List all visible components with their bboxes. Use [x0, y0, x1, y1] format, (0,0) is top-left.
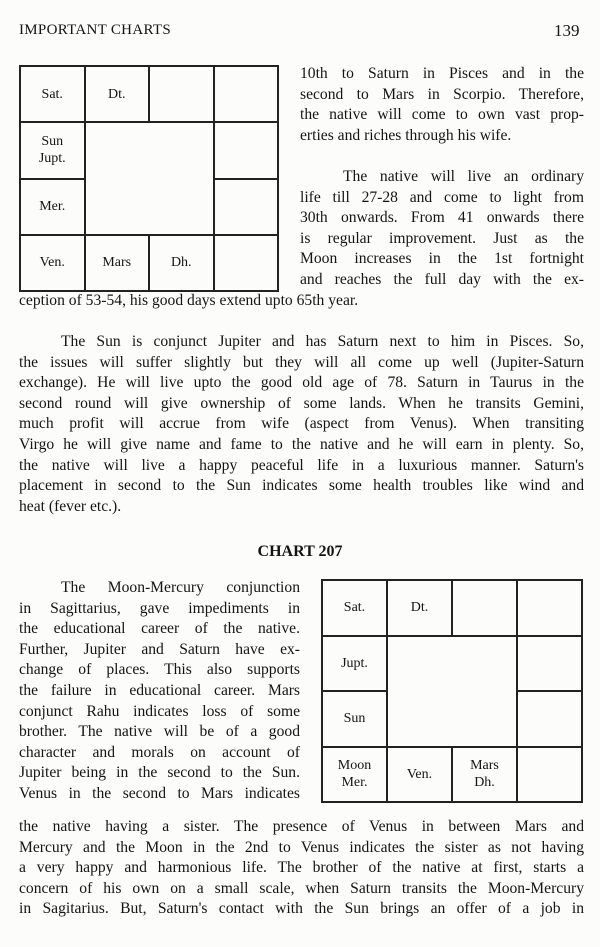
chart-heading: CHART 207: [257, 543, 343, 560]
text-line: Moon increases in the 1st fortnight: [300, 250, 584, 268]
text-line: exchange). He will live upto the good old age of 78. Saturn in Taurus in the: [19, 374, 584, 392]
text-line: heat (fever etc.).: [19, 497, 122, 515]
text-line: erties and riches through his wife.: [300, 126, 512, 144]
text-line: the native will come to own vast prop-: [300, 106, 584, 124]
text-line: Venus in the second to Mars indicates: [19, 784, 300, 802]
chart-2: [321, 579, 583, 803]
text-line: Jupiter being in the second to the Sun.: [19, 764, 300, 782]
text-line: second round will give ownership of some lands. When he transits Gemini,: [19, 394, 584, 412]
chart-2-cell-top-3: [452, 580, 517, 636]
text-line: concern of his own on a small scale, when Saturn transits the Moon-Mercury: [19, 879, 584, 897]
text-line: Virgo he will give name and fame to the native and he will earn in plenty. So,: [19, 435, 584, 453]
chart-1-cell-top-3: [149, 66, 214, 122]
chart-2-cell-left-1: Jupt.: [322, 636, 387, 692]
text-line: Further, Jupiter and Saturn have ex-: [19, 640, 300, 658]
text-line: change of places. This also supports: [19, 661, 300, 679]
text-line: conjunct Rahu indicates loss of some: [19, 702, 300, 720]
paragraph-1: [300, 64, 584, 146]
paragraph-3: [19, 332, 584, 517]
chart-1-cell-bottom-3: Dh.: [149, 235, 214, 291]
chart-1-cell-top-4: [214, 66, 279, 122]
chart-1-cell-bottom-2: Mars: [85, 235, 150, 291]
text-line: placement in second to the Sun indicates some health troubles like wind and: [19, 477, 584, 495]
text-line: second to Mars in Scorpio. Therefore,: [300, 85, 584, 103]
text-line: a very happy and harmonious life. The brother of the native at first, starts a: [19, 859, 584, 877]
chart-2-cell-bottom-3: Mars Dh.: [452, 747, 517, 803]
page-number: 139: [554, 21, 580, 40]
text-line: The Moon-Mercury conjunction: [61, 579, 300, 596]
chart-2-cell-right-1: [517, 636, 582, 692]
text-line: 30th onwards. From 41 onwards there: [300, 209, 584, 227]
chart-1-cell-left-2: Mer.: [20, 179, 85, 235]
text-line: in Sagittarius, gave impediments in: [19, 599, 300, 617]
chart-2-center: [387, 636, 517, 747]
chart-2-cell-bottom-2: Ven.: [387, 747, 452, 803]
text-line: The Sun is conjunct Jupiter and has Saturn next to him in Pisces. So,: [61, 333, 584, 350]
page-header-title: IMPORTANT CHARTS: [19, 22, 171, 38]
chart-1-cell-top-2: Dt.: [85, 66, 150, 122]
text-line: The native will live an ordinary: [343, 168, 584, 185]
chart-1-cell-bottom-1: Ven.: [20, 235, 85, 291]
chart-2-cell-bottom-1: Moon Mer.: [322, 747, 387, 803]
paragraph-5: [19, 817, 584, 920]
chart-2-cell-right-2: [517, 691, 582, 747]
chart-2-cell-top-2: Dt.: [387, 580, 452, 636]
text-line: the native having a sister. The presence of Venus in between Mars and: [19, 818, 584, 835]
text-line: Mercury and the Moon in the 2nd to Venus indicates the sister as not having: [19, 838, 584, 856]
chart-2-cell-bottom-4: [517, 747, 582, 803]
text-line: 10th to Saturn in Pisces and in the: [300, 65, 584, 82]
chart-1-cell-left-1: Sun Jupt.: [20, 122, 85, 178]
chart-2-cell-top-4: [517, 580, 582, 636]
text-line: brother. The native will be of a good: [19, 723, 300, 741]
text-line: ception of 53-54, his good days extend upto 65th year.: [19, 291, 359, 309]
text-line: and reaches the full day with the ex-: [300, 270, 584, 288]
text-line: the failure in educational career. Mars: [19, 681, 300, 699]
text-line: the issues will suffer slightly but they will all come up well (Jupiter-Saturn: [19, 353, 584, 371]
text-line: the educational career of the native.: [19, 620, 300, 638]
chart-2-cell-top-1: Sat.: [322, 580, 387, 636]
text-line: is regular improvement. Just as the: [300, 229, 584, 247]
paragraph-4: [19, 578, 300, 805]
text-line: in Sagitarius. But, Saturn's contact with the Sun brings an offer of a job in: [19, 900, 584, 918]
text-line: the native will live a happy peaceful life in a luxurious manner. Saturn's: [19, 456, 584, 474]
text-line: character and morals on account of: [19, 743, 300, 761]
chart-2-cell-left-2: Sun: [322, 691, 387, 747]
text-line: life till 27-28 and come to light from: [300, 188, 584, 206]
text-line: much profit will accrue from wife (aspect from Venus). When transiting: [19, 415, 584, 433]
paragraph-2: [19, 167, 584, 311]
chart-1-cell-top-1: Sat.: [20, 66, 85, 122]
